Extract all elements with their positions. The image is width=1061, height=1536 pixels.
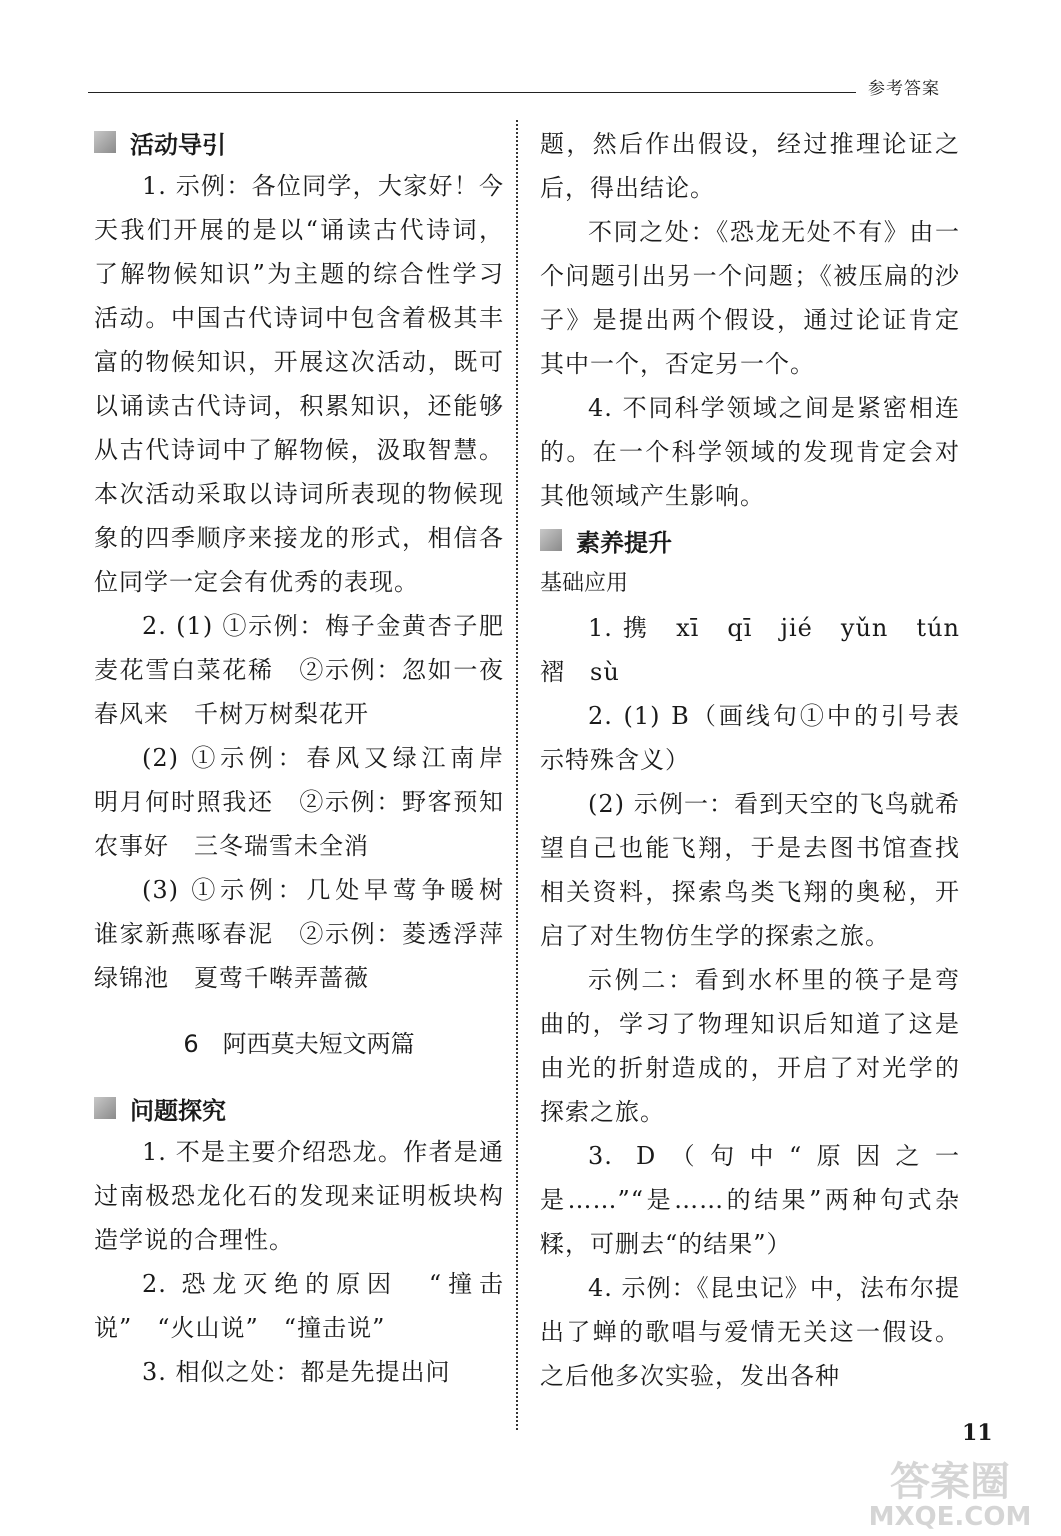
answer-paragraph: (2) ①示例：春风又绿江南岸 明月何时照我还 ②示例：野客预知农事好 三冬瑞雪未全消 bbox=[94, 744, 529, 860]
answer-paragraph: 4. 不同科学领域之间是紧密相连的。在一个科学领域的发现肯定会对其他领域产生影响。 bbox=[540, 394, 960, 510]
header-rule bbox=[88, 92, 856, 93]
right-column bbox=[540, 122, 985, 1398]
answer-paragraph: 4. 示例：《昆虫记》中，法布尔提出了蝉的歌唱与爱情无关这一假设。之后他多次实验，发出各种 bbox=[540, 1274, 960, 1390]
watermark-logo bbox=[850, 1455, 1050, 1530]
section-square-icon bbox=[94, 131, 116, 153]
answer-paragraph: 题，然后作出假设，经过推理论证之后，得出结论。 bbox=[540, 130, 960, 202]
answer-paragraph: (3) ①示例：几处早莺争暖树 谁家新燕啄春泥 ②示例：菱透浮萍绿锦池 夏莺千啭弄蔷薇 bbox=[94, 876, 529, 992]
answer-paragraph: 2. (1) ①示例：梅子金黄杏子肥 麦花雪白菜花稀 ②示例：忽如一夜春风来 千树万树梨花开 bbox=[94, 612, 529, 728]
section-heading-literacy bbox=[540, 518, 960, 562]
page-number: 11 bbox=[962, 1420, 993, 1446]
answer-paragraph: 3. 相似之处：都是先提出问 bbox=[142, 1358, 451, 1386]
section-heading-label: 素养提升 bbox=[576, 528, 672, 557]
sub-heading-basic: 基础应用 bbox=[540, 571, 629, 596]
answer-paragraph: 1. 示例：各位同学，大家好！今天我们开展的是以“诵读古代诗词，了解物候知识”为主题的综合性学习活动。中国古代诗词中包含着极其丰富的物候知识，开展这次活动，既可以诵读古代诗词，积累知识，还能够从古代诗词中了解物候，汲取智慧。本次活动采取以诗词所表现的物候现象的四季顺序来接龙的形式，相信各位同学一定会有优秀的表现。 bbox=[94, 172, 504, 596]
section-heading-label: 问题探究 bbox=[130, 1096, 226, 1125]
answer-paragraph: 3. D（句中“原因之一是……”“是……的结果”两种句式杂糅，可删去“的结果”） bbox=[540, 1142, 960, 1258]
section-square-icon bbox=[94, 1097, 116, 1119]
section-square-icon bbox=[540, 529, 562, 551]
watermark-url: MXQE.COM bbox=[868, 1502, 1032, 1530]
left-column bbox=[94, 120, 529, 1394]
answer-paragraph: 1. 不是主要介绍恐龙。作者是通过南极恐龙化石的发现来证明板块构造学说的合理性。 bbox=[94, 1138, 504, 1254]
section-heading-inquiry bbox=[94, 1086, 504, 1130]
chapter-title: 6 阿西莫夫短文两篇 bbox=[183, 1030, 415, 1058]
answer-paragraph: 2. (1) B（画线句①中的引号表示特殊含义） bbox=[540, 702, 960, 774]
answer-paragraph: 2. 恐龙灭绝的原因 “撞击说” “火山说” “撞击说” bbox=[94, 1270, 504, 1342]
section-heading-activity bbox=[94, 120, 504, 164]
answer-paragraph: 示例二：看到水杯里的筷子是弯曲的，学习了物理知识后知道了这是由光的折射造成的，开启了对光学的探索之旅。 bbox=[540, 966, 960, 1126]
column-divider bbox=[516, 120, 518, 1430]
watermark-text: 答案圈 bbox=[890, 1459, 1010, 1505]
section-heading-label: 活动导引 bbox=[130, 130, 226, 159]
header-title: 参考答案 bbox=[868, 79, 940, 99]
answer-paragraph: (2) 示例一：看到天空的飞鸟就希望自己也能飞翔，于是去图书馆查找相关资料，探索鸟类飞翔的奥秘，开启了对生物仿生学的探索之旅。 bbox=[540, 790, 960, 950]
answer-paragraph: 1. 携 xī qī jié yǔn tún 褶 sù bbox=[540, 614, 985, 686]
answer-paragraph: 不同之处：《恐龙无处不有》由一个问题引出另一个问题；《被压扁的沙子》是提出两个假设，通过论证肯定其中一个，否定另一个。 bbox=[540, 218, 960, 378]
